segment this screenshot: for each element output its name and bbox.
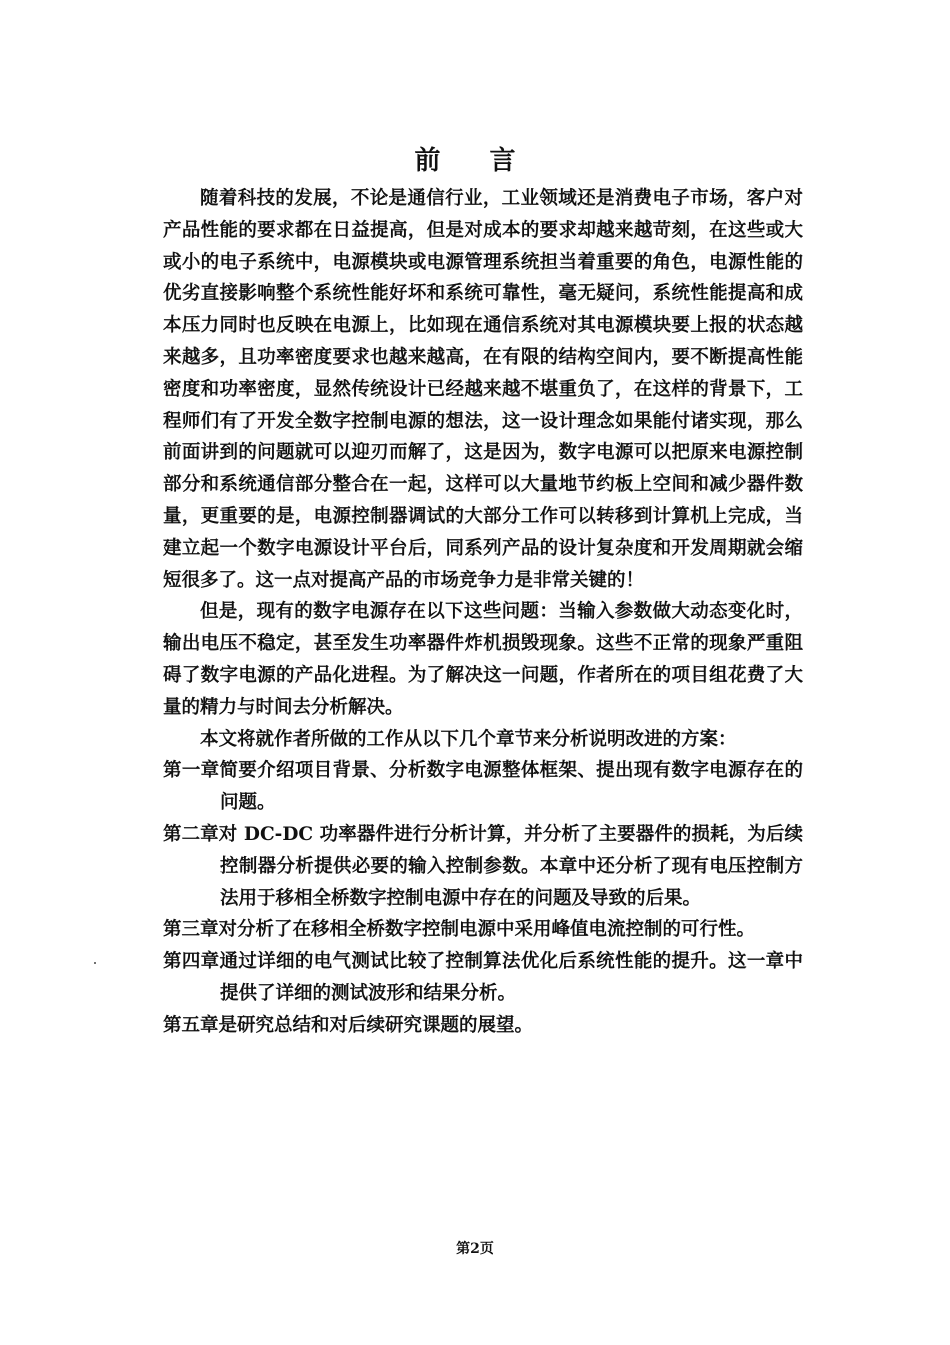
document-body [163, 183, 803, 1042]
paragraph-background: 随着科技的发展，不论是通信行业，工业领域还是消费电子市场，客户对产品性能的要求都在日益提高，但是对成本的要求却越来越苛刻，在这些或大或小的电子系统中，电源模块或电源管理系统担当着重要的角色，电源性能的优劣直接影响整个系统性能好坏和系统可靠性，毫无疑问，系统性能提高和成本压力同时也反映在电源上，比如现在通信系统对其电源模块要上报的状态越来越多，且功率密度要求也越来越高，在有限的结构空间内，要不断提高性能密度和功率密度，显然传统设计已经越来越不堪重负了，在这样的背景下，工程师们有了开发全数字控制电源的想法，这一设计理念如果能付诸实现，那么前面讲到的问题就可以迎刃而解了，这是因为，数字电源可以把原来电源控制部分和系统通信部分整合在一起，这样可以大量地节约板上空间和减少器件数量，更重要的是，电源控制器调试的大部分工作可以转移到计算机上完成，当建立起一个数字电源设计平台后，同系列产品的设计复杂度和开发周期就会缩短很多了。这一点对提高产品的市场竞争力是非常关键的！ [163, 188, 803, 591]
paragraph-outline-intro: 本文将就作者所做的工作从以下几个章节来分析说明改进的方案： [200, 728, 737, 750]
chapter-4-summary: 第四章通过详细的电气测试比较了控制算法优化后系统性能的提升。这一章中提供了详细的测试波形和结果分析。 [163, 951, 803, 1004]
chapter-1-summary: 第一章简要介绍项目背景、分析数字电源整体框架、提出现有数字电源存在的问题。 [163, 760, 803, 814]
chapter-3-summary: 第三章对分析了在移相全桥数字控制电源中采用峰值电流控制的可行性。 [163, 919, 756, 941]
scan-speck [94, 962, 96, 964]
page-number: 第2页 [456, 1241, 494, 1257]
chapter-5-summary: 第五章是研究总结和对后续研究课题的展望。 [163, 1014, 534, 1036]
paragraph-problem: 但是，现有的数字电源存在以下这些问题：当输入参数做大动态变化时，输出电压不稳定，甚至发生功率器件炸机损毁现象。这些不正常的现象严重阻碍了数字电源的产品化进程。为了解决这一问题，作者所在的项目组花费了大量的精力与时间去分析解决。 [163, 601, 803, 718]
chapter-2-summary: 第二章对 DC-DC 功率器件进行分析计算，并分析了主要器件的损耗，为后续控制器分析提供必要的输入控制参数。本章中还分析了现有电压控制方法用于移相全桥数字控制电源中存在的问题及导致的后果。 [163, 823, 803, 909]
page-title: 前 言 [414, 146, 536, 176]
